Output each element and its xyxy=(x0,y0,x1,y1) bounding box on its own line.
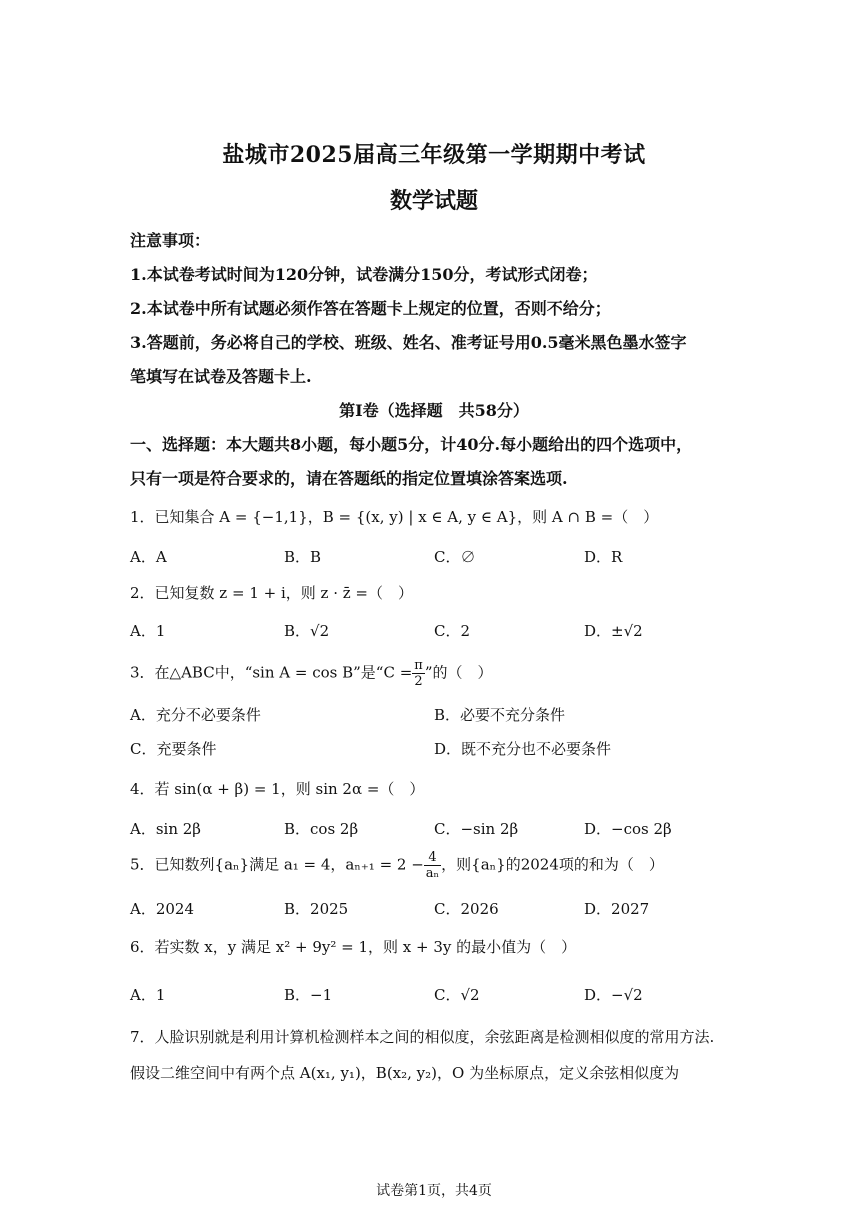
exam-title: 盐城市2025届高三年级第一学期期中考试 xyxy=(222,142,646,168)
q3-fraction-den: 2 xyxy=(414,674,423,689)
question-7-line-1: 7．人脸识别就是利用计算机检测样本之间的相似度，余弦距离是检测相似度的常用方法. xyxy=(130,1028,715,1046)
q3-text-post: ”的（ ） xyxy=(424,663,493,682)
q1-option-d: D．R xyxy=(584,548,623,566)
note-3-line-1: 3.答题前，务必将自己的学校、班级、姓名、准考证号用0.5毫米黑色墨水签字 xyxy=(130,333,687,352)
question-2: 2．已知复数 z = 1 + i，则 z · z̄ =（ ） xyxy=(130,584,413,602)
question-4: 4．若 sin(α + β) = 1，则 sin 2α =（ ） xyxy=(130,780,425,798)
q1-option-a: A．A xyxy=(130,548,167,566)
q4-option-c: C．−sin 2β xyxy=(434,820,519,838)
q3-option-c: C．充要条件 xyxy=(130,740,217,758)
q5-text-post: ，则{aₙ}的2024项的和为（ ） xyxy=(441,855,664,874)
q1-option-b: B．B xyxy=(284,548,322,566)
q5-fraction-den: aₙ xyxy=(425,866,440,881)
question-7-line-2: 假设二维空间中有两个点 A(x₁, y₁)，B(x₂, y₂)，O 为坐标原点，定义余弦相似度为 xyxy=(130,1064,680,1082)
note-2: 2.本试卷中所有试题必须作答在答题卡上规定的位置，否则不给分； xyxy=(130,299,611,318)
q6-option-d: D．−√2 xyxy=(584,986,643,1004)
q6-option-b: B．−1 xyxy=(284,986,333,1004)
q5-option-c: C．2026 xyxy=(434,900,499,918)
page-footer: 试卷第1页，共4页 xyxy=(376,1183,492,1199)
question-3 xyxy=(130,658,493,689)
q3-option-d: D．既不充分也不必要条件 xyxy=(434,740,612,758)
q6-option-a: A．1 xyxy=(130,986,166,1004)
q4-option-b: B．cos 2β xyxy=(284,820,359,838)
q5-fraction-num: 4 xyxy=(424,850,441,866)
q2-option-d: D．±√2 xyxy=(584,622,643,640)
question-6: 6．若实数 x，y 满足 x² + 9y² = 1，则 x + 3y 的最小值为（ ） xyxy=(130,938,577,956)
note-3-line-2: 笔填写在试卷及答题卡上. xyxy=(130,367,312,386)
q4-option-d: D．−cos 2β xyxy=(584,820,672,838)
q1-option-c: C．∅ xyxy=(434,548,476,566)
q5-option-b: B．2025 xyxy=(284,900,349,918)
q4-option-a: A．sin 2β xyxy=(130,820,201,838)
q2-option-c: C．2 xyxy=(434,622,471,640)
section-intro-2: 只有一项是符合要求的，请在答题纸的指定位置填涂答案选项. xyxy=(130,469,568,488)
question-5 xyxy=(130,850,664,881)
q2-option-a: A．1 xyxy=(130,622,166,640)
q5-option-d: D．2027 xyxy=(584,900,650,918)
q3-fraction xyxy=(412,658,425,689)
q3-option-b: B．必要不充分条件 xyxy=(434,706,566,724)
q3-fraction-num: π xyxy=(414,658,423,673)
q6-option-c: C．√2 xyxy=(434,986,480,1004)
q3-option-a: A．充分不必要条件 xyxy=(130,706,261,724)
q5-text-pre: 5．已知数列{aₙ}满足 a₁ = 4，aₙ₊₁ = 2 − xyxy=(130,855,424,874)
q2-option-b: B．√2 xyxy=(284,622,330,640)
section-title: 第Ⅰ卷（选择题 共58分） xyxy=(339,401,529,420)
q5-fraction xyxy=(424,850,441,881)
section-intro-1: 一、选择题：本大题共8小题，每小题5分，计40分.每小题给出的四个选项中， xyxy=(130,435,693,454)
q5-option-a: A．2024 xyxy=(130,900,195,918)
question-1: 1．已知集合 A = {−1,1}，B = {(x, y) | x ∈ A, y ∈ A}，则 A ∩ B =（ ） xyxy=(130,508,659,526)
q3-text-pre: 3．在△ABC中，“sin A = cos B”是“C = xyxy=(130,663,413,682)
notes-heading: 注意事项： xyxy=(130,231,211,250)
exam-subtitle: 数学试题 xyxy=(389,188,478,214)
note-1: 1.本试卷考试时间为120分钟，试卷满分150分，考试形式闭卷； xyxy=(130,265,598,284)
